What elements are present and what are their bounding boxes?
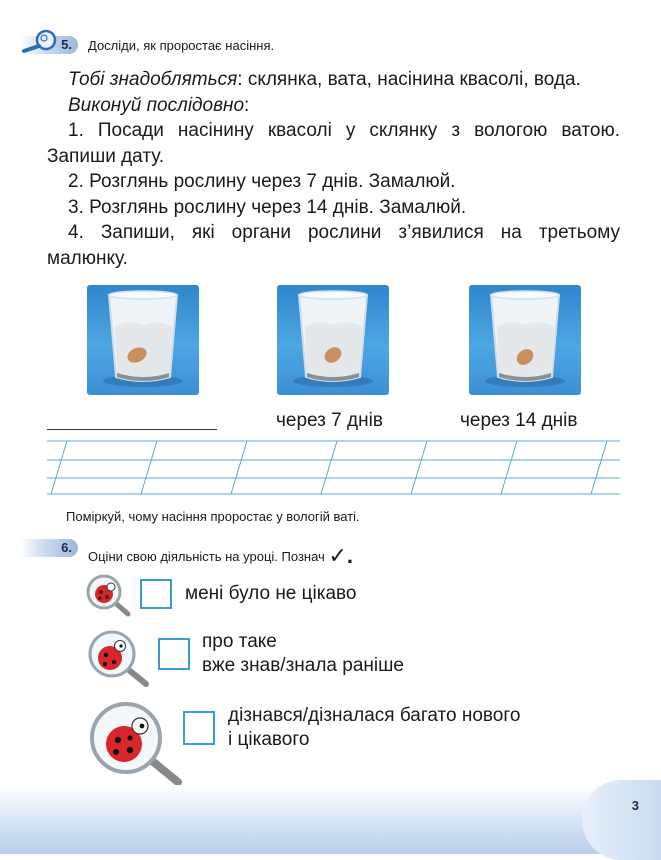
task-5-number: 5. — [61, 37, 72, 52]
task-6-number: 6. — [61, 540, 72, 555]
ladybug-icon — [84, 570, 136, 618]
caption-7-days: через 7 днів — [276, 410, 383, 431]
caption-14-days: через 14 днів — [460, 410, 578, 431]
needs-line — [47, 67, 620, 93]
option-already-knew: про таке вже знав/знала раніше — [202, 631, 404, 676]
task-5-title: Досліди, як проростає насіння. — [88, 38, 275, 53]
ladybug-icon — [86, 696, 186, 788]
glass-image-3 — [469, 285, 581, 395]
checkbox-learned-new[interactable] — [183, 711, 215, 745]
glass-image-1 — [87, 285, 199, 395]
ladybug-icon — [86, 626, 152, 688]
sequence-label: Виконуй послідовно — [68, 94, 245, 116]
footer-band — [0, 785, 661, 854]
sequence-line: Виконуй послідовно: — [68, 94, 250, 116]
step-2: 2. Розглянь рослину через 7 днів. Замалюй. — [68, 171, 456, 192]
task-6-title: Оціни свою діяльність на уроці. Познач ✓. — [88, 543, 353, 568]
needs-items: : склянка, вата, насінина квасолі, вода. — [237, 69, 581, 90]
think-question: Поміркуй, чому насіння проростає у вологій ваті. — [66, 509, 360, 524]
checkbox-already-knew[interactable] — [158, 638, 190, 670]
needs-label: Тобі знадобляться — [68, 69, 238, 90]
task-5-body — [47, 67, 620, 271]
checkbox-not-interesting[interactable] — [140, 579, 172, 609]
task-6-number-tag — [20, 539, 78, 557]
page-number-tab — [582, 780, 661, 860]
writing-lines[interactable] — [47, 438, 622, 498]
date-write-line[interactable] — [47, 429, 217, 430]
step-3: 3. Розглянь рослину через 14 днів. Замалюй. — [68, 196, 467, 218]
option-not-interesting: мені було не цікаво — [185, 583, 357, 604]
option-learned-new: дізнався/дізналася багато нового і цікавого — [228, 705, 521, 750]
checkmark-icon: ✓. — [328, 543, 353, 568]
step-1: 1. Посади насінину квасолі у склянку з вологою ватою. Запиши дату. — [47, 120, 620, 167]
glass-image-2 — [277, 285, 389, 395]
page-number: 3 — [631, 798, 639, 813]
step-4: 4. Запиши, які органи рослини з’явилися на третьому малюнку. — [47, 222, 620, 269]
magnifier-icon — [20, 28, 60, 54]
